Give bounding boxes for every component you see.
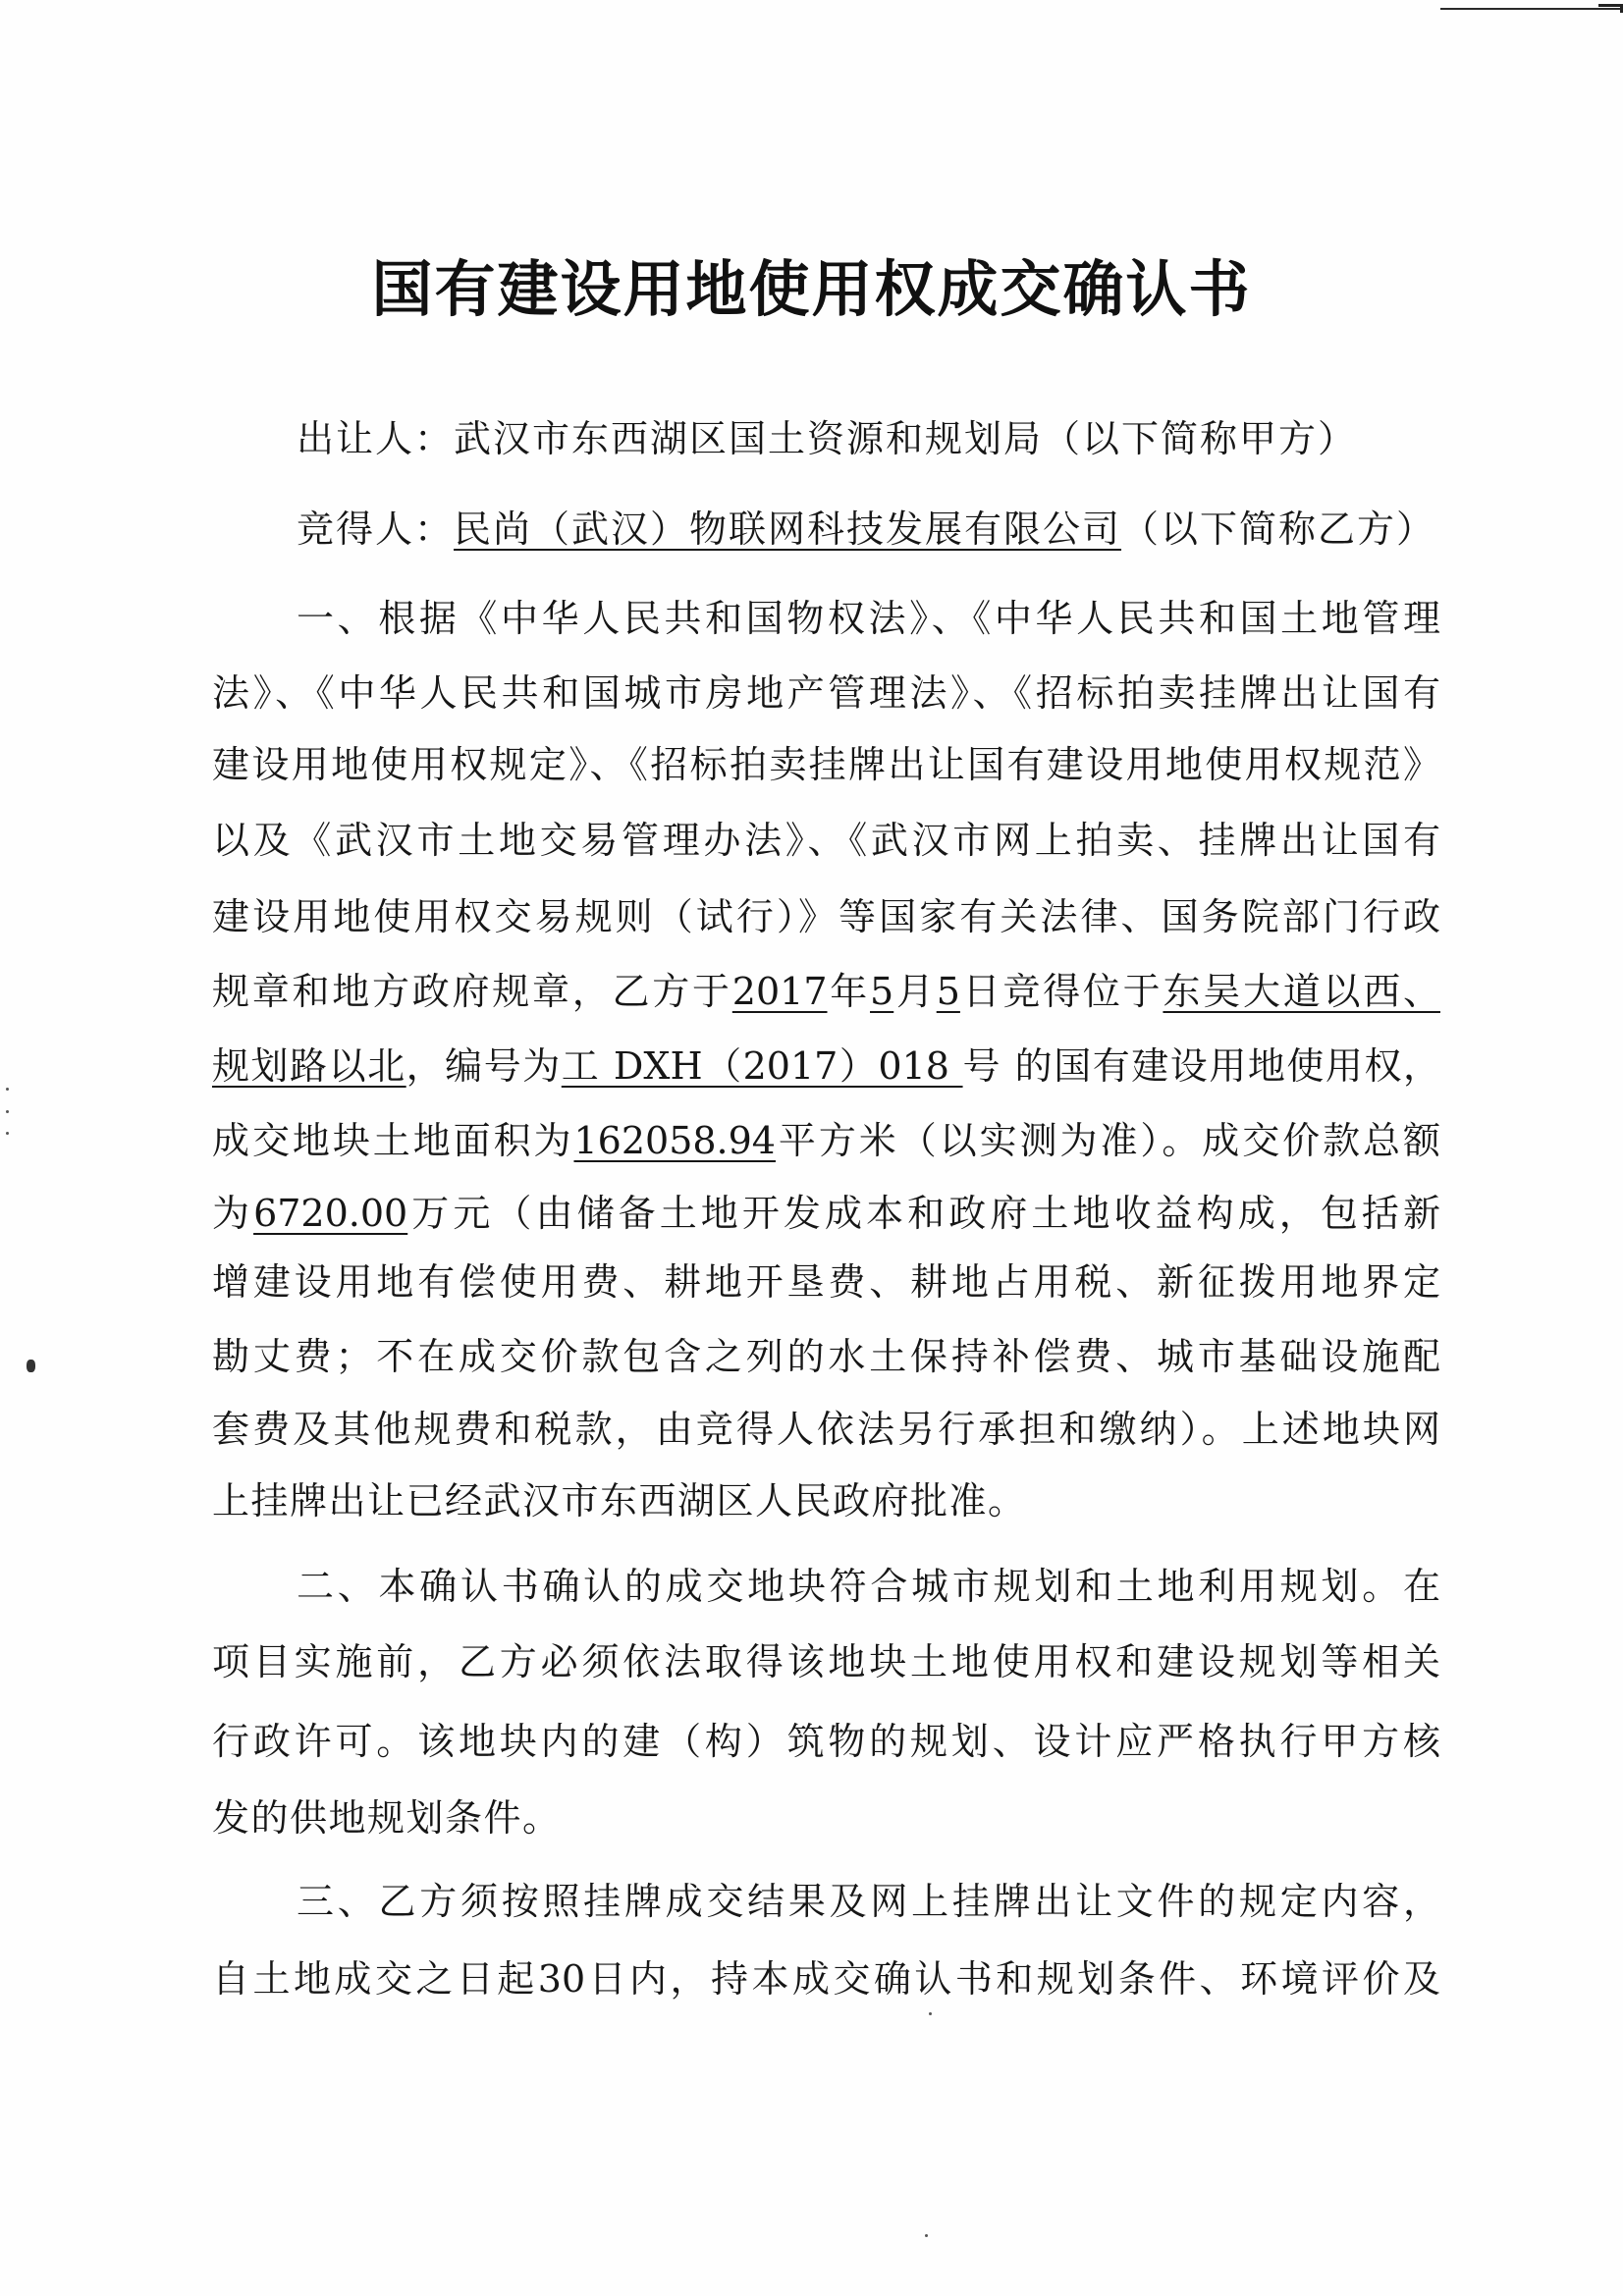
paragraph-1-line [212, 737, 1440, 792]
text-segment: 日竞得位于 [959, 970, 1163, 1013]
scan-speck [925, 2234, 928, 2237]
text-segment: 出让人：武汉市东西湖区国土资源和规划局（以下简称甲方） [297, 417, 1358, 460]
text-segment: 为 [212, 1192, 254, 1235]
paragraph-1-line [212, 1402, 1440, 1457]
paragraph-3-line [212, 1951, 1440, 2006]
text-segment: 项目实施前，乙方必须依法取得该地块土地使用权和建设规划等相关 [212, 1640, 1440, 1683]
filled-field: 规划路以北 [212, 1044, 406, 1088]
scan-speck [6, 1132, 9, 1135]
text-segment: 行政许可。该地块内的建（构）筑物的规划、设计应严格执行甲方核 [212, 1720, 1440, 1763]
paragraph-1-line [212, 889, 1440, 944]
filled-field: 5 [936, 970, 960, 1013]
filled-field: 5 [870, 970, 894, 1013]
filled-field: 6720.00 [253, 1192, 408, 1235]
text-segment: 建设用地使用权规定》、《招标拍卖挂牌出让国有建设用地使用权规范》 [212, 743, 1440, 786]
text-segment: 年 [827, 970, 871, 1013]
text-segment: 套费及其他规费和税款，由竞得人依法另行承担和缴纳）。上述地块网 [212, 1408, 1440, 1451]
text-segment: 上挂牌出让已经武汉市东西湖区人民政府批准。 [212, 1479, 1027, 1522]
paragraph-2-line [212, 1790, 562, 1845]
filled-field: 东吴大道以西、 [1163, 970, 1440, 1013]
text-segment: 法》、《中华人民共和国城市房地产管理法》、《招标拍卖挂牌出让国有 [212, 671, 1440, 715]
paragraph-1-line [212, 1329, 1440, 1384]
text-segment: 勘丈费；不在成交价款包含之列的水土保持补偿费、城市基础设施配 [212, 1335, 1440, 1378]
filled-field: 工 DXH（2017）018 [561, 1044, 963, 1088]
paragraph-1-line [212, 1113, 1440, 1168]
filled-field: 162058.94 [573, 1119, 776, 1162]
text-segment: 规章和地方政府规章，乙方于 [212, 970, 732, 1013]
paragraph-2-line [297, 1559, 1440, 1614]
bidder-line [297, 502, 1435, 557]
transferor-line [297, 411, 1357, 466]
paragraph-1-line [297, 591, 1440, 646]
paragraph-1-line [212, 1255, 1440, 1309]
paragraph-2-line [212, 1634, 1440, 1689]
paragraph-1-line [212, 1473, 1027, 1528]
filled-field: 2017 [731, 970, 828, 1013]
paragraph-3-line [297, 1874, 1440, 1929]
text-segment: ，编号为 [406, 1044, 562, 1088]
scan-edge-mark [1598, 4, 1623, 13]
text-segment: （以下简称乙方） [1121, 507, 1436, 551]
paragraph-1-line [212, 964, 1440, 1019]
paragraph-2-line [212, 1714, 1440, 1769]
text-segment: 成交地块土地面积为 [212, 1119, 574, 1162]
scan-speck [6, 1088, 9, 1091]
text-segment: 万元（由储备土地开发成本和政府土地收益构成，包括新 [407, 1192, 1440, 1235]
text-segment: 以及《武汉市土地交易管理办法》、《武汉市网上拍卖、挂牌出让国有 [212, 819, 1440, 862]
scan-speck [6, 1110, 9, 1113]
text-segment: 号 的国有建设用地使用权， [962, 1044, 1440, 1088]
text-segment: 三、乙方须按照挂牌成交结果及网上挂牌出让文件的规定内容， [297, 1880, 1440, 1923]
text-segment: 月 [893, 970, 937, 1013]
scan-edge-stroke [1440, 8, 1623, 10]
paragraph-1-line [212, 1039, 1440, 1094]
text-segment: 二、本确认书确认的成交地块符合城市规划和土地利用规划。在 [297, 1565, 1440, 1608]
text-segment: 自土地成交之日起30日内，持本成交确认书和规划条件、环境评价及 [212, 1957, 1440, 2001]
scan-speck [27, 1360, 35, 1372]
text-segment: 一、根据《中华人民共和国物权法》、《中华人民共和国土地管理 [297, 597, 1440, 640]
document-title: 国有建设用地使用权成交确认书 [371, 253, 1252, 325]
filled-field: 民尚（武汉）物联网科技发展有限公司 [454, 507, 1122, 551]
scan-speck [929, 2012, 932, 2015]
text-segment: 平方米（以实测为准）。成交价款总额 [775, 1119, 1440, 1162]
paragraph-1-line [212, 1186, 1440, 1241]
paragraph-1-line [212, 813, 1440, 868]
paragraph-1-line [212, 666, 1440, 721]
text-segment: 建设用地使用权交易规则（试行）》等国家有关法律、国务院部门行政 [212, 895, 1440, 938]
text-segment: 发的供地规划条件。 [212, 1796, 562, 1840]
text-segment: 增建设用地有偿使用费、耕地开垦费、耕地占用税、新征拨用地界定 [212, 1260, 1440, 1304]
text-segment: 竞得人： [297, 507, 455, 551]
